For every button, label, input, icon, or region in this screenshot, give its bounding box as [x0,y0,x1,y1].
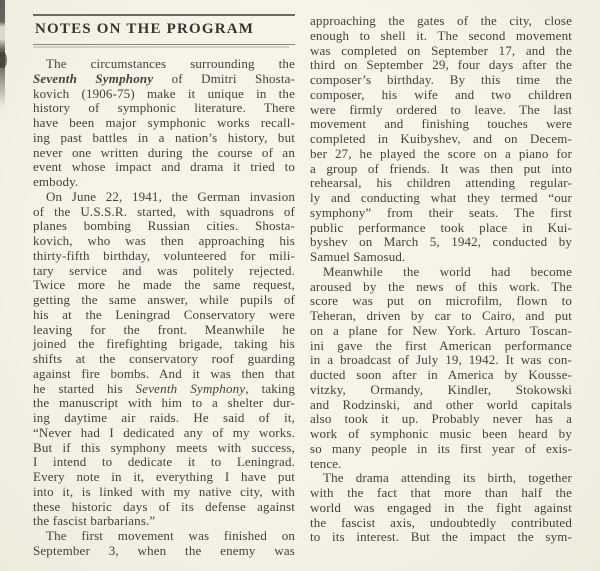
text-line: world was engaged in the fight against [310,499,572,515]
text-line: tence. [310,455,342,471]
text-line: Meanwhile the world had become [323,263,572,279]
text-line: approaching the gates of the city, close [310,13,572,28]
paragraph [33,57,295,190]
text-line: never one written during the course of an [33,144,295,160]
text-line: with the fact that more than half the [310,485,572,500]
text-line: have been major symphonic works recall- [33,115,295,130]
text-line: ini gave the first American performance [310,337,572,353]
text-line: September 3, when the enemy was [33,542,295,558]
page-title: NOTES ON THE PROGRAM [35,21,255,37]
text-line: enough to shell it. The second movement [310,27,572,43]
text-line: Every note in it, everything I have put [33,469,295,484]
text-line: tary service and was politely rejected. [33,262,295,278]
paragraph [33,190,295,529]
text-line: The first movement was finished on [46,528,295,543]
text-line: was completed on September 17, and the [310,42,572,58]
text-line: The circumstances surrounding the [46,56,295,71]
text-line: he started his Seventh Symphony, taking [33,380,295,396]
text-line: ducted soon after in America by Kousse- [310,367,572,382]
text-line: on a plane for New York. Arturo Toscan- [310,322,572,338]
text-line: planes bombing Russian cities. Shosta- [33,218,295,234]
paragraph [310,14,572,265]
text-line: kovich (1906-75) make it unique in the [33,85,295,101]
right-column [310,14,572,559]
text-line: vitzky, Ormandy, Kindler, Stokowski [310,381,572,397]
text-line: joined the firefighting brigade, taking his [33,336,295,352]
text-line: score was put on microfilm, flown to [310,293,572,309]
text-line: ing past battles in a nation’s history, but [33,129,295,145]
text-line: against fire bombs. And it was then that [33,365,295,381]
text-line: embody. [33,174,79,189]
text-line: movement and finishing touches were [310,116,572,132]
text-line: history of symphonic literature. There [33,100,295,116]
text-line: Teheran, driven by car to Cairo, and put [310,308,572,323]
two-column-layout [33,14,572,559]
text-line: shifts at the conservatory roof guarding [33,351,295,366]
text-line: public performance took place in Kui- [310,219,572,235]
text-line: into it, is linked with my native city, with [33,483,295,499]
text-line: in a broadcast of July 19, 1942. It was con- [310,352,572,368]
section-header [33,14,295,45]
text-line: these historic days of its defense against [33,498,295,514]
paragraph [310,471,572,545]
text-line: “Never had I dedicated any of my works. [33,424,295,440]
text-line: kovich, who was then approaching his [33,233,295,248]
paragraph [33,529,295,559]
text-line: getting the same answer, while pupils of [33,292,295,307]
text-line: were firmly ordered to leave. The last [310,101,572,117]
text-line: the manuscript with him to a shelter dur- [33,395,295,411]
text-line: leaving for the front. Meanwhile he [33,321,295,337]
text-line: composer, his wife and two children [310,86,572,102]
paragraph [310,265,572,472]
text-line: Seventh Symphony of Dmitri Shosta- [33,70,296,86]
text-line: The drama attending its birth, together [323,470,572,486]
text-line: of the U.S.S.R. started, with squadrons of [33,203,295,219]
text-line: event whose impact and drama it tried to [33,159,295,175]
text-line: Samuel Samosud. [310,249,406,264]
text-line: composer’s birthday. By this time the [310,72,572,87]
scan-edge-artifact-bump [0,52,7,68]
text-line: and Rodzinski, and other world capitals [310,396,572,412]
text-line: to its interest. But the impact the sym- [310,529,572,545]
text-line: ber 27, he played the score on a piano for [310,145,572,161]
text-line: the fascist barbarians.” [33,513,156,529]
text-line: so many people in its first year of exis- [310,440,572,456]
text-line: also took it up. Probably never has a [310,411,572,427]
text-line: his at the Leningrad Conservatory were [33,306,295,322]
text-line: third on September 29, four days after the [310,57,572,73]
text-line: But if this symphony meets with success, [33,439,295,455]
text-line: On June 22, 1941, the German invasion [46,188,295,204]
text-line: ly and conducting what they termed “our [310,190,572,205]
text-line: a group of friends. It was then put into [310,160,572,176]
text-line: thirty-fifth birthday, volunteered for mili- [33,247,295,263]
left-column [33,14,295,559]
text-line: completed in Kuibyshev, and on Decem- [310,131,572,146]
text-line: I intend to dedicate it to Leningrad. [33,454,295,470]
text-line: symphony” from their seats. The first [310,204,572,220]
text-line: rehearsal, his children attending regular- [310,175,572,191]
text-line: the fascist axis, undoubtedly contributed [310,514,572,530]
text-line: Twice more he made the same request, [33,277,295,293]
text-line: work of symphonic music been heard by [310,426,572,441]
text-line: ing daytime air raids. He said of it, [33,410,295,425]
text-line: aroused by the news of this work. The [310,278,572,294]
text-line: byshev on March 5, 1942, conducted by [310,234,572,250]
